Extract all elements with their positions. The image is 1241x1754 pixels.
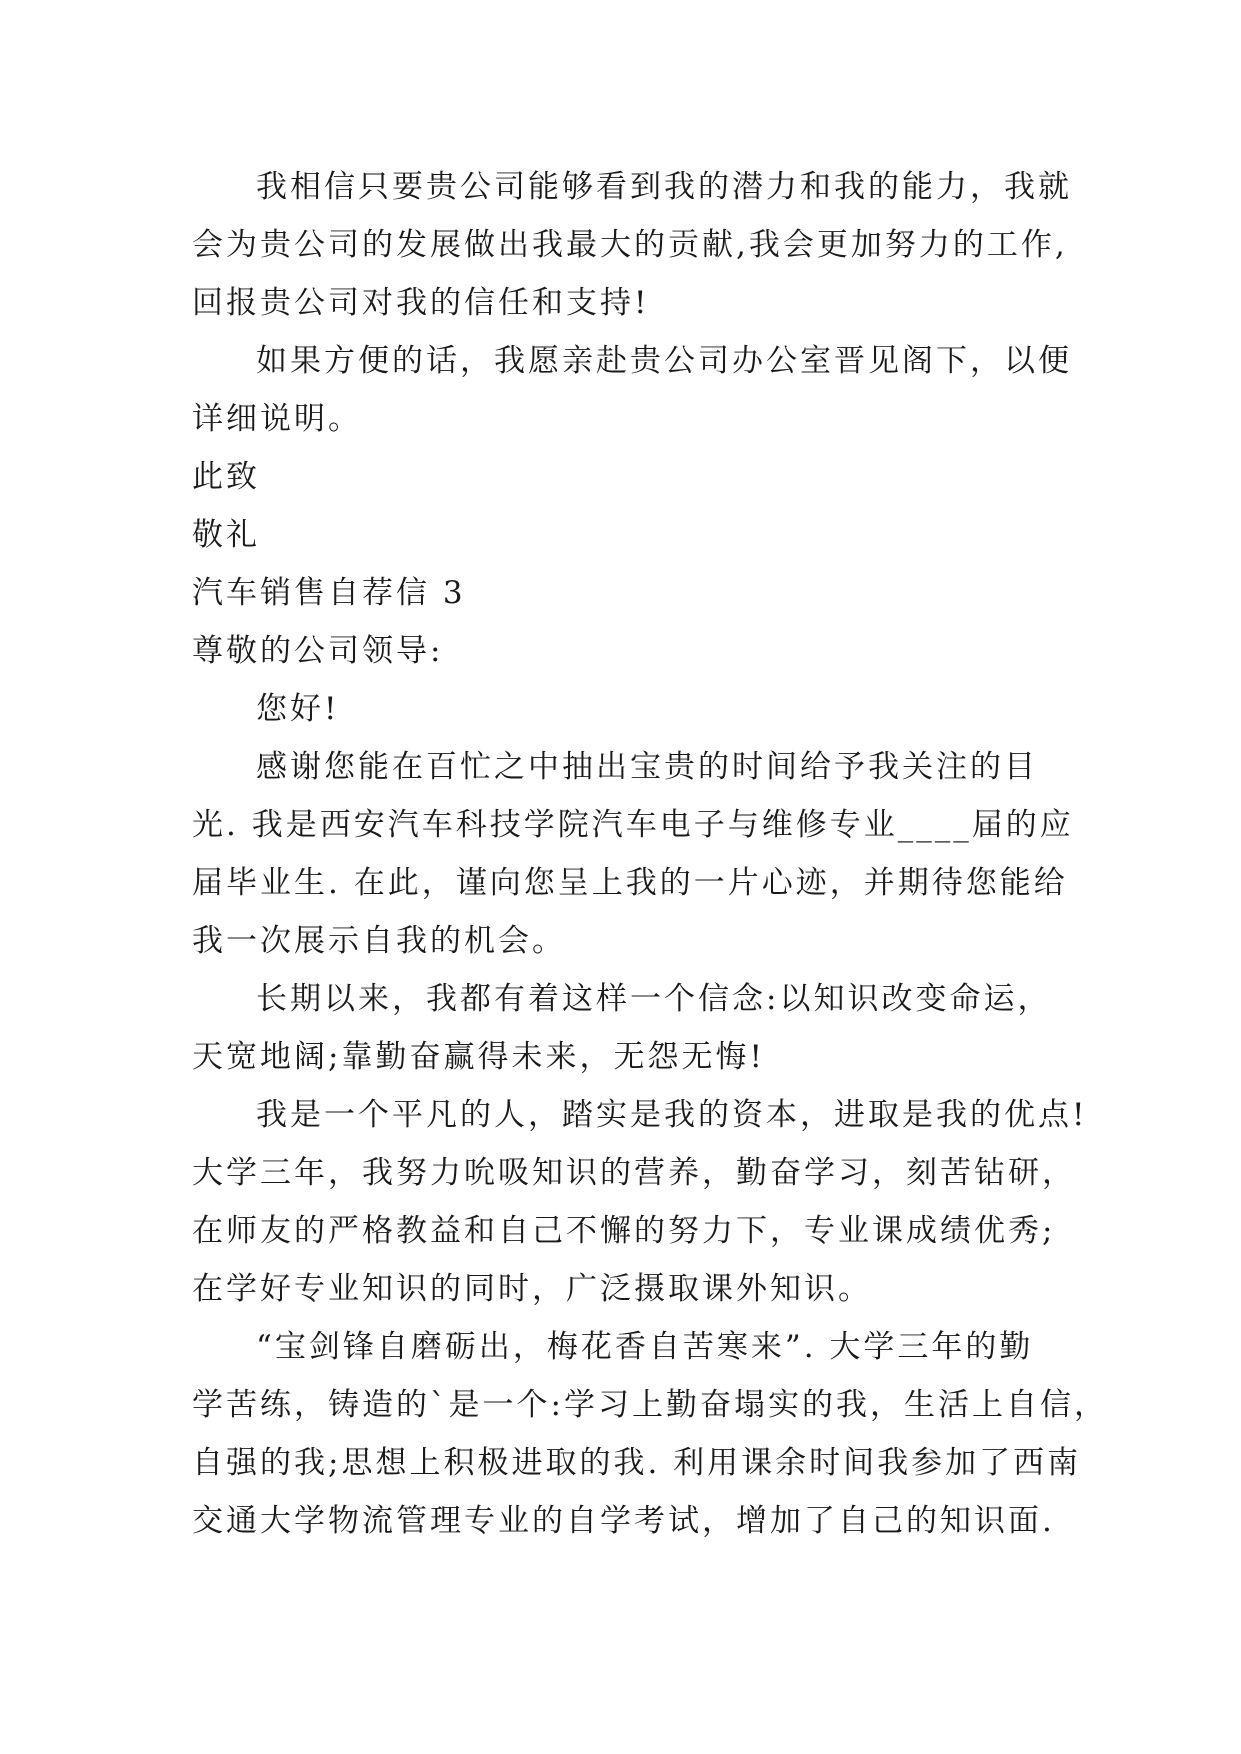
- text-line: 此致: [192, 459, 260, 495]
- greeting: 您好!: [256, 691, 340, 727]
- text-line: 我是一个平凡的人，踏实是我的资本，进取是我的优点!: [256, 1097, 1088, 1133]
- text-line: 在师友的严格教益和自己不懈的努力下，专业课成绩优秀;: [192, 1213, 1056, 1249]
- text-line: 交通大学物流管理专业的自学考试，增加了自己的知识面.: [192, 1503, 1055, 1539]
- text-line: 如果方便的话，我愿亲赴贵公司办公室晋见阁下，以便: [256, 343, 1072, 379]
- salutation: 尊敬的公司领导:: [192, 633, 444, 669]
- text-line: 感谢您能在百忙之中抽出宝贵的时间给予我关注的目: [256, 749, 1038, 785]
- text-line: 回报贵公司对我的信任和支持!: [192, 285, 650, 321]
- text-line: 届毕业生. 在此，谨向您呈上我的一片心迹，并期待您能给: [192, 865, 1068, 901]
- text-line: 敬礼: [192, 517, 260, 553]
- text-line: 我一次展示自我的机会。: [192, 923, 566, 959]
- text-line: 在学好专业知识的同时，广泛摄取课外知识。: [192, 1271, 872, 1307]
- text-line: 详细说明。: [192, 401, 362, 437]
- text-line: “宝剑锋自磨砺出，梅花香自苦寒来”. 大学三年的勤: [256, 1329, 1034, 1365]
- text-line: 我相信只要贵公司能够看到我的潜力和我的能力，我就: [256, 169, 1072, 205]
- text-line: 光. 我是西安汽车科技学院汽车电子与维修专业____届的应: [192, 807, 1074, 843]
- text-line: 自强的我;思想上积极进取的我. 利用课余时间我参加了西南: [192, 1445, 1082, 1481]
- text-line: 天宽地阔;靠勤奋赢得未来，无怨无悔!: [192, 1039, 765, 1075]
- text-line: 学苦练，铸造的`是一个:学习上勤奋塌实的我，生活上自信，: [192, 1387, 1108, 1423]
- text-line: 会为贵公司的发展做出我最大的贡献,我会更加努力的工作,: [192, 227, 1068, 263]
- text-line: 长期以来，我都有着这样一个信念:以知识改变命运，: [256, 981, 1052, 1017]
- text-line: 大学三年，我努力吮吸知识的营养，勤奋学习，刻苦钻研，: [192, 1155, 1076, 1191]
- section-heading: 汽车销售自荐信 3: [192, 575, 466, 611]
